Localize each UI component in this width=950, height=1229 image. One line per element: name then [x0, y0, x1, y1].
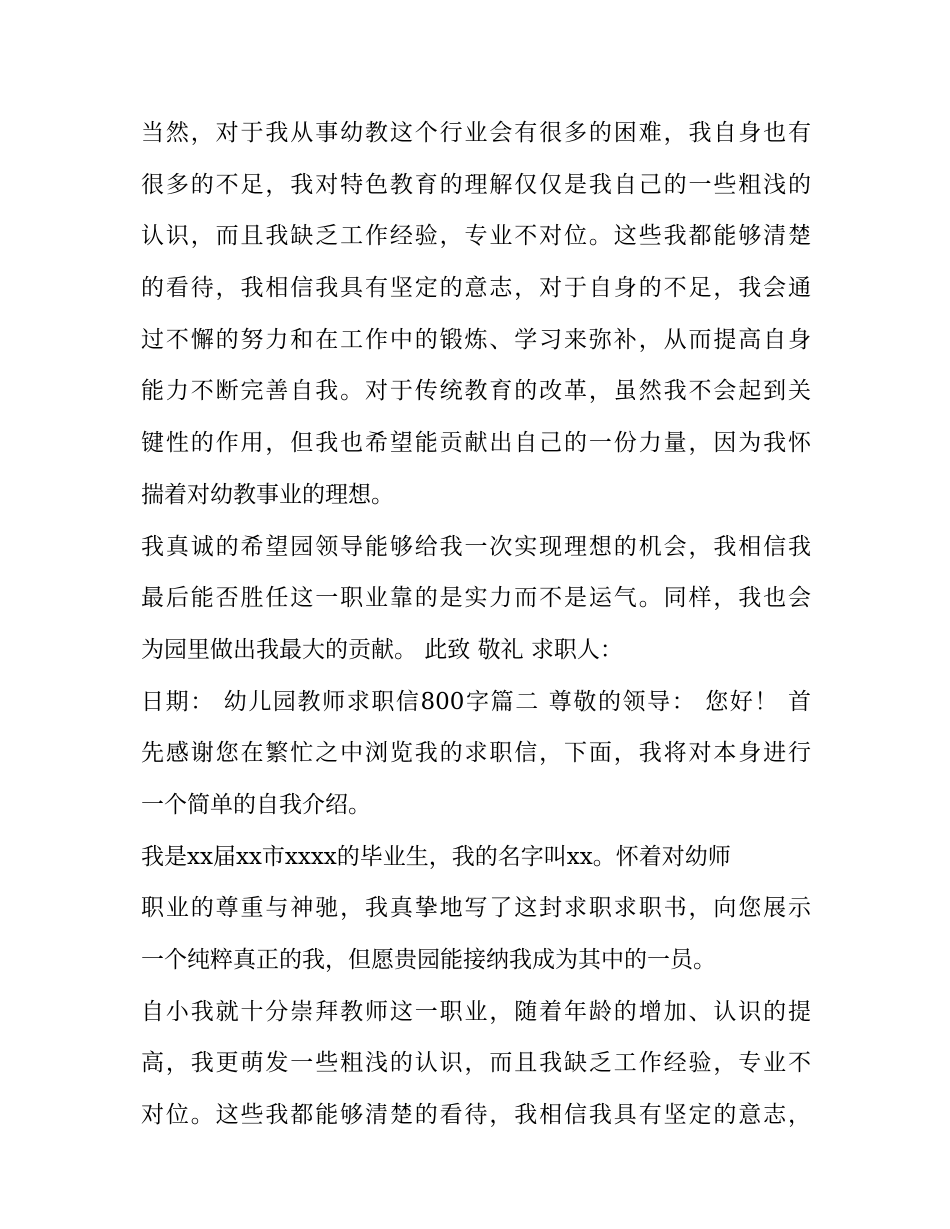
text-line: 很多的不足，我对特色教育的理解仅仅是我自己的一些粗浅的 — [141, 171, 811, 198]
text-line: 过不懈的努力和在工作中的锻炼、学习来弥补，从而提高自身 — [141, 326, 811, 353]
text-line: 揣着对幼教事业的理想。 — [141, 481, 394, 508]
text-line: 职业的尊重与神驰，我真挚地写了这封求职求职书，向您展示 — [141, 895, 811, 922]
text-line: 我真诚的希望园领导能够给我一次实现理想的机会，我相信我 — [141, 533, 811, 560]
text-line: 一个简单的自我介绍。 — [141, 791, 371, 818]
text-line: 对位。这些我都能够清楚的看待，我相信我具有坚定的意志， — [141, 1102, 811, 1129]
text-line: 自小我就十分崇拜教师这一职业，随着年龄的增加、认识的提 — [141, 998, 811, 1025]
text-line: 高，我更萌发一些粗浅的认识，而且我缺乏工作经验，专业不 — [141, 1050, 811, 1077]
document-body — [141, 108, 811, 1142]
text-line: 能力不断完善自我。对于传统教育的改革，虽然我不会起到关 — [141, 378, 811, 405]
text-line: 键性的作用，但我也希望能贡献出自己的一份力量，因为我怀 — [141, 430, 811, 457]
text-line: 为园里做出我最大的贡献。 此致 敬礼 求职人： — [141, 636, 623, 663]
text-line: 最后能否胜任这一职业靠的是实力而不是运气。同样，我也会 — [141, 585, 811, 612]
text-line: 我是xx届xx市xxxx的毕业生，我的名字叫xx。怀着对幼师 — [141, 843, 731, 870]
text-line: 当然，对于我从事幼教这个行业会有很多的困难，我自身也有 — [141, 120, 811, 146]
text-line: 的看待，我相信我具有坚定的意志，对于自身的不足，我会通 — [141, 275, 811, 302]
text-line: 认识，而且我缺乏工作经验，专业不对位。这些我都能够清楚 — [141, 223, 811, 250]
text-line: 日期： 幼儿园教师求职信800字篇二 尊敬的领导： 您好！ 首 — [141, 688, 811, 715]
text-line: 先感谢您在繁忙之中浏览我的求职信，下面，我将对本身进行 — [141, 740, 811, 767]
text-line: 一个纯粹真正的我，但愿贵园能接纳我成为其中的一员。 — [141, 947, 716, 973]
